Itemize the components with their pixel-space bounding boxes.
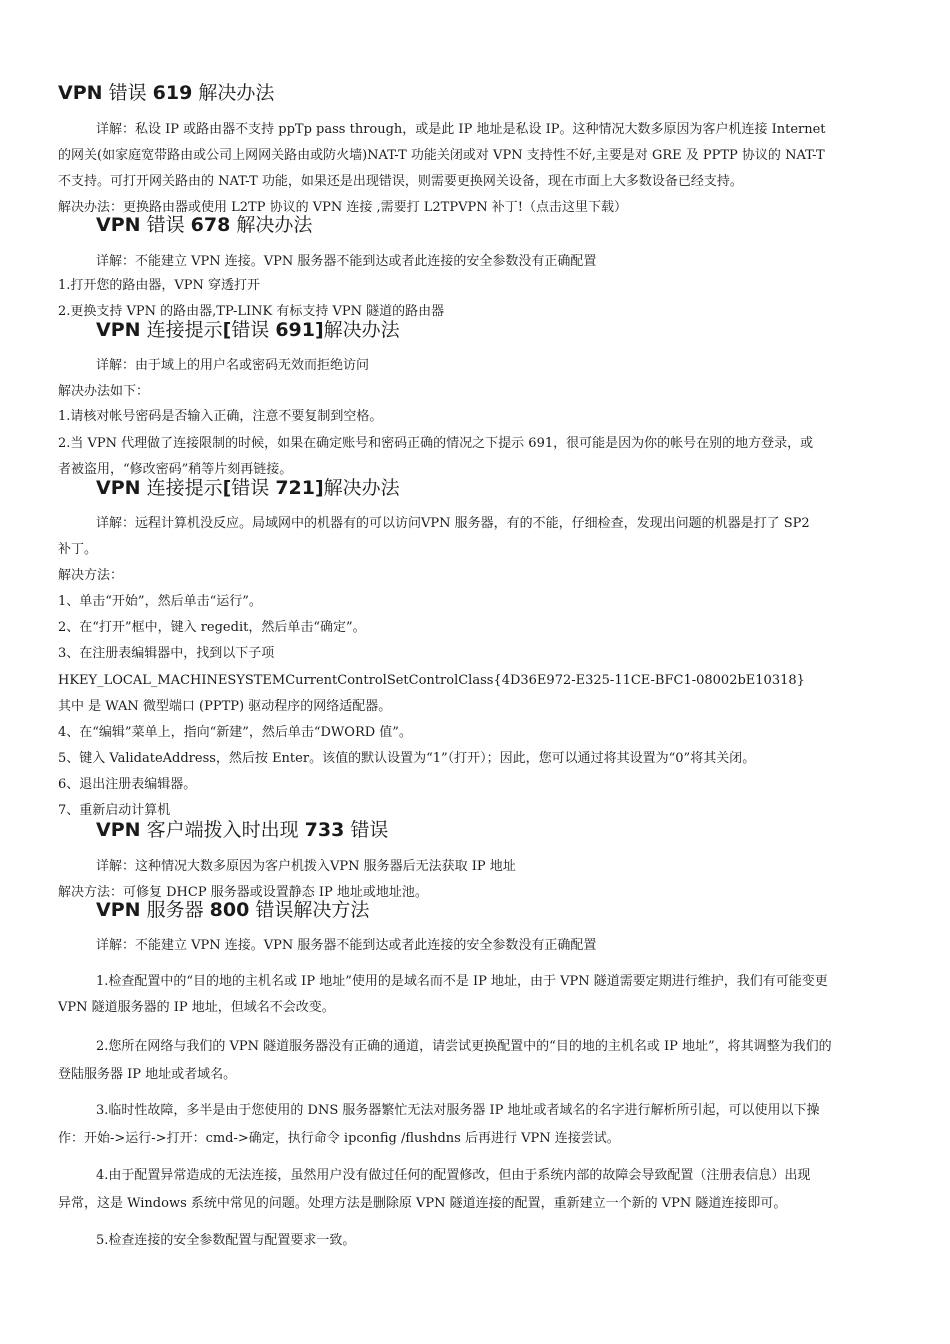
heading-vpn-691-bracket: [: [222, 319, 232, 341]
heading-vpn-733-pre: VPN: [96, 819, 141, 841]
s721-line-2: 补丁。: [58, 542, 98, 557]
s800-line-9: 异常，这是 Windows 系统中常见的问题。处理方法是删除原 VPN 隧道连接的配置，重新建立一个新的 VPN 隧道连接即可。: [58, 1196, 787, 1211]
heading-vpn-619-pre: VPN: [58, 82, 103, 104]
s721-line-9: 4、在“编辑”菜单上，指向“新建”，然后单击“DWORD 值”。: [58, 725, 412, 740]
s721-line-8: 其中 是 WAN 微型端口 (PPTP) 驱动程序的网络适配器。: [58, 699, 392, 714]
heading-vpn-721-post: 解决办法: [323, 477, 400, 499]
s678-line-3: 2.更换支持 VPN 的路由器,TP-LINK 有标支持 VPN 隧道的路由器: [58, 304, 445, 319]
s800-line-4: 2.您所在网络与我们的 VPN 隧道服务器没有正确的通道，请尝试更换配置中的“目的地的主机名或 IP 地址”，将其调整为我们的: [96, 1039, 832, 1054]
heading-vpn-691-mid2: 错误: [231, 319, 276, 341]
s619-line-1: 详解：私设 IP 或路由器不支持 ppTp pass through，或是此 IP 地址是私设 IP。这种情况大数多原因为客户机连接 Internet: [96, 122, 826, 137]
s619-line-3: 不支持。可打开网关路由的 NAT-T 功能，如果还是出现错误，则需要更换网关设备，现在市面上大多数设备已经支持。: [58, 174, 743, 189]
s721-line-6: 3、在注册表编辑器中，找到以下子项: [58, 646, 275, 661]
s721-line-5: 2、在“打开”框中，键入 regedit，然后单击“确定”。: [58, 620, 366, 635]
heading-vpn-619-num: 619: [152, 82, 193, 104]
heading-vpn-619-post: 解决办法: [192, 82, 275, 104]
s721-registry-key: HKEY_LOCAL_MACHINESYSTEMCurrentControlSetControlClass{4D36E972-E325-11CE-BFC1-08002bE10318}: [58, 673, 805, 688]
heading-vpn-678: [96, 213, 312, 237]
heading-vpn-691: [96, 318, 400, 342]
s691-line-4: 2.当 VPN 代理做了连接限制的时候，如果在确定账号和密码正确的情况之下提示 691，很可能是因为你的帐号在别的地方登录，或: [58, 436, 814, 451]
heading-vpn-800-num: 800: [209, 899, 250, 921]
heading-vpn-678-num: 678: [190, 214, 231, 236]
s800-line-10: 5.检查连接的安全参数配置与配置要求一致。: [96, 1233, 356, 1248]
s721-line-11: 6、退出注册表编辑器。: [58, 777, 197, 792]
heading-vpn-721-bracket: [: [222, 477, 232, 499]
s678-line-2: 1.打开您的路由器，VPN 穿透打开: [58, 278, 261, 293]
s691-line-2: 解决办法如下：: [58, 384, 150, 399]
heading-vpn-721: [96, 476, 400, 500]
s733-line-1: 详解：这种情况大数多原因为客户机拨入VPN 服务器后无法获取 IP 地址: [96, 859, 516, 874]
heading-vpn-691-pre: VPN: [96, 319, 141, 341]
heading-vpn-619-mid: 错误: [102, 82, 153, 104]
heading-vpn-800-pre: VPN: [96, 899, 141, 921]
s619-line-2: 的网关(如家庭宽带路由或公司上网网关路由或防火墙)NAT-T 功能关闭或对 VPN 支持性不好,主要是对 GRE 及 PPTP 协议的 NAT-T: [58, 148, 825, 163]
heading-vpn-733-num: 733: [304, 819, 345, 841]
heading-vpn-678-pre: VPN: [96, 214, 141, 236]
heading-vpn-721-mid2: 错误: [231, 477, 276, 499]
s721-line-1: 详解：远程计算机没反应。局域网中的机器有的可以访问VPN 服务器，有的不能，仔细检查，发现出问题的机器是打了 SP2: [96, 516, 810, 531]
heading-vpn-691-mid: 连接提示: [140, 319, 223, 341]
s800-line-8: 4.由于配置异常造成的无法连接，虽然用户没有做过任何的配置修改，但由于系统内部的故障会导致配置（注册表信息）出现: [96, 1168, 811, 1183]
s800-line-2: 1.检查配置中的“目的地的主机名或 IP 地址”使用的是域名而不是 IP 地址，由于 VPN 隧道需要定期进行维护，我们有可能变更: [96, 974, 828, 989]
s733-line-2: 解决方法：可修复 DHCP 服务器或设置静态 IP 地址或地址池。: [58, 885, 428, 900]
s800-line-5: 登陆服务器 IP 地址或者域名。: [58, 1067, 237, 1082]
heading-vpn-800: [96, 898, 369, 922]
heading-vpn-678-mid: 错误: [140, 214, 191, 236]
heading-vpn-721-pre: VPN: [96, 477, 141, 499]
heading-vpn-678-post: 解决办法: [230, 214, 313, 236]
s691-line-5: 者被盗用，“修改密码”稍等片刻再链接。: [58, 462, 293, 477]
heading-vpn-691-post: 解决办法: [323, 319, 400, 341]
heading-vpn-721-num: 721]: [275, 477, 324, 499]
s800-line-3: VPN 隧道服务器的 IP 地址，但域名不会改变。: [58, 1000, 335, 1015]
s721-line-3: 解决方法：: [58, 568, 124, 583]
s619-solution: 解决办法：更换路由器或使用 L2TP 协议的 VPN 连接 ,需要打 L2TPVPN 补丁!（点击这里下载）: [58, 200, 627, 215]
s800-line-1: 详解：不能建立 VPN 连接。VPN 服务器不能到达或者此连接的安全参数没有正确配置: [96, 938, 597, 953]
s678-line-1: 详解：不能建立 VPN 连接。VPN 服务器不能到达或者此连接的安全参数没有正确配置: [96, 254, 597, 269]
s721-line-12: 7、重新启动计算机: [58, 803, 171, 818]
s800-line-7: 作：开始->运行->打开：cmd->确定，执行命令 ipconfig /flushdns 后再进行 VPN 连接尝试。: [58, 1131, 620, 1146]
heading-vpn-733: [96, 818, 388, 842]
heading-vpn-733-post: 错误: [344, 819, 389, 841]
heading-vpn-721-mid: 连接提示: [140, 477, 223, 499]
heading-vpn-733-mid: 客户端拨入时出现: [140, 819, 305, 841]
s691-line-1: 详解：由于域上的用户名或密码无效而拒绝访问: [96, 358, 370, 373]
heading-vpn-800-post: 错误解决方法: [249, 899, 370, 921]
heading-vpn-619: [58, 81, 274, 105]
s800-line-6: 3.临时性故障，多半是由于您使用的 DNS 服务器繁忙无法对服务器 IP 地址或者域名的名字进行解析所引起，可以使用以下操: [96, 1103, 820, 1118]
s721-line-10: 5、键入 ValidateAddress，然后按 Enter。该值的默认设置为“1”（打开）；因此，您可以通过将其设置为“0”将其关闭。: [58, 751, 756, 766]
heading-vpn-691-num: 691]: [275, 319, 324, 341]
s721-line-4: 1、单击“开始”，然后单击“运行”。: [58, 594, 262, 609]
heading-vpn-800-mid: 服务器: [140, 899, 210, 921]
s691-line-3: 1.请核对帐号密码是否输入正确，注意不要复制到空格。: [58, 409, 383, 424]
